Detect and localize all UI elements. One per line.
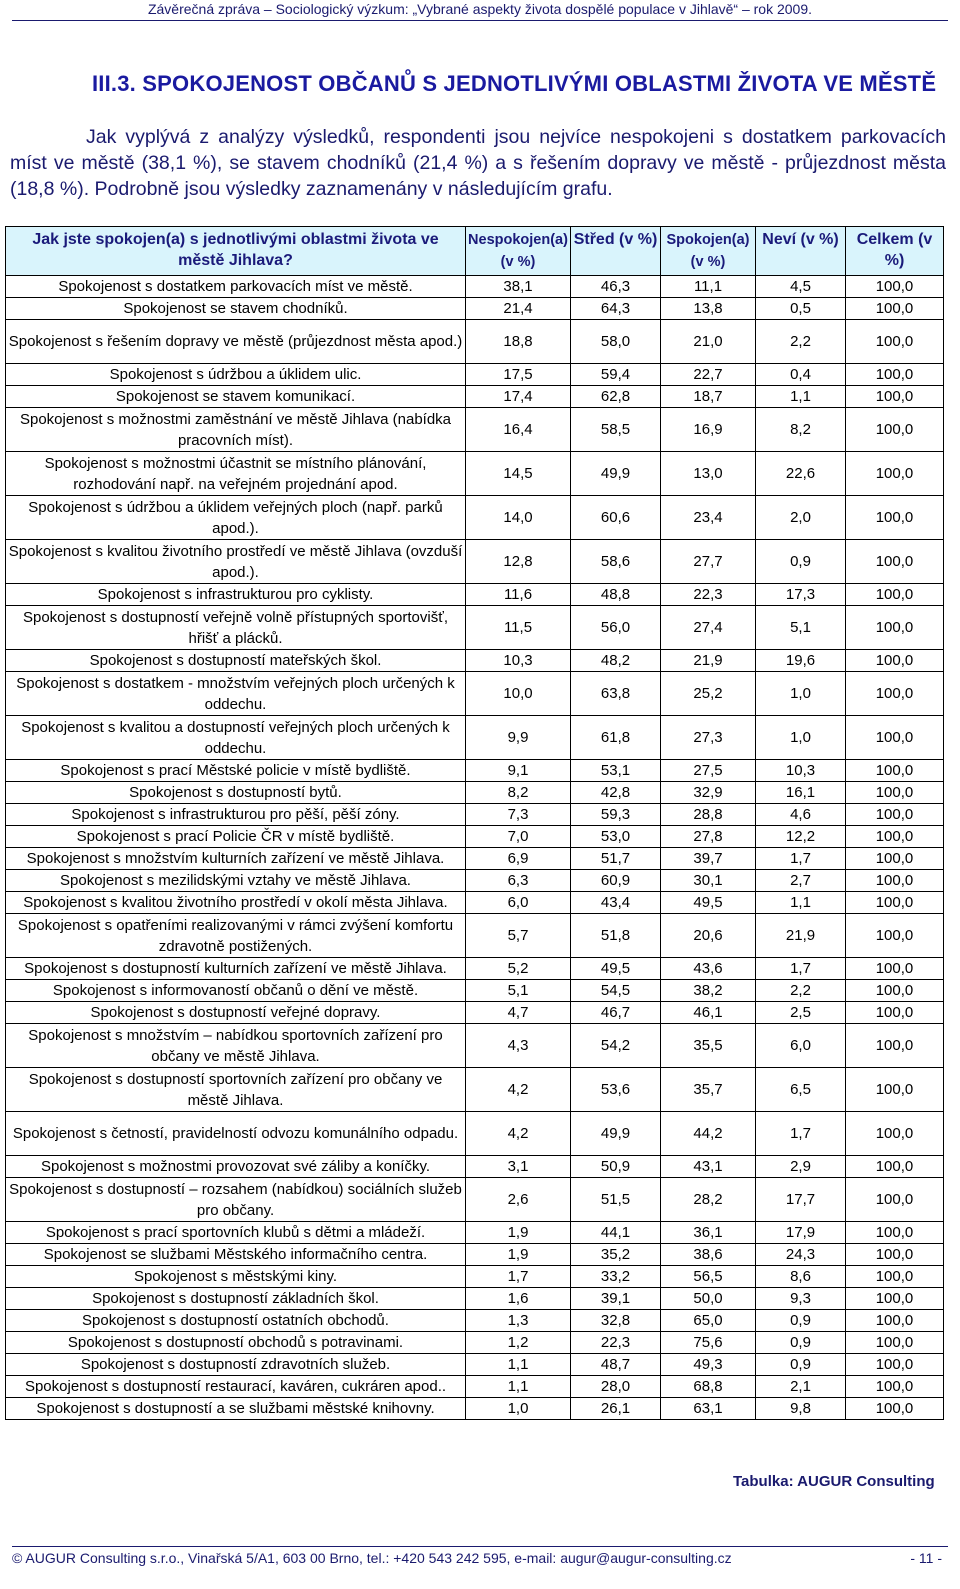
row-label: Spokojenost s četností, pravidelností odvozu komunálního odpadu. bbox=[6, 1112, 466, 1156]
dissatisfied-cell: 5,7 bbox=[466, 914, 571, 958]
total-cell: 100,0 bbox=[846, 606, 944, 650]
dissatisfied-cell: 18,8 bbox=[466, 320, 571, 364]
footer-contact: © AUGUR Consulting s.r.o., Vinařská 5/A1, 603 00 Brno, tel.: +420 543 242 595, e-mail: augur@augur-consulting.cz bbox=[12, 1550, 732, 1566]
row-label: Spokojenost s možnostmi účastnit se místního plánování, rozhodování např. na veřejném projednání apod. bbox=[6, 452, 466, 496]
table-row bbox=[6, 650, 944, 672]
middle-cell: 33,2 bbox=[571, 1266, 661, 1288]
dont-know-cell: 2,9 bbox=[756, 1156, 846, 1178]
total-cell: 100,0 bbox=[846, 1288, 944, 1310]
header-question: Jak jste spokojen(a) s jednotlivými oblastmi života ve městě Jihlava? bbox=[6, 227, 466, 276]
dont-know-cell: 8,6 bbox=[756, 1266, 846, 1288]
dissatisfied-cell: 7,0 bbox=[466, 826, 571, 848]
table-row bbox=[6, 826, 944, 848]
dont-know-cell: 16,1 bbox=[756, 782, 846, 804]
total-cell: 100,0 bbox=[846, 958, 944, 980]
middle-cell: 54,5 bbox=[571, 980, 661, 1002]
satisfaction-table bbox=[5, 226, 944, 1420]
row-label: Spokojenost s dostupností restaurací, kaváren, cukráren apod.. bbox=[6, 1376, 466, 1398]
row-label: Spokojenost se službami Městského informačního centra. bbox=[6, 1244, 466, 1266]
middle-cell: 58,0 bbox=[571, 320, 661, 364]
middle-cell: 53,0 bbox=[571, 826, 661, 848]
satisfied-cell: 63,1 bbox=[661, 1398, 756, 1420]
total-cell: 100,0 bbox=[846, 1398, 944, 1420]
satisfied-cell: 43,6 bbox=[661, 958, 756, 980]
dissatisfied-cell: 14,0 bbox=[466, 496, 571, 540]
total-cell: 100,0 bbox=[846, 1112, 944, 1156]
total-cell: 100,0 bbox=[846, 782, 944, 804]
middle-cell: 53,6 bbox=[571, 1068, 661, 1112]
table-row bbox=[6, 716, 944, 760]
middle-cell: 58,5 bbox=[571, 408, 661, 452]
table-row bbox=[6, 1354, 944, 1376]
total-cell: 100,0 bbox=[846, 408, 944, 452]
middle-cell: 46,7 bbox=[571, 1002, 661, 1024]
satisfied-cell: 65,0 bbox=[661, 1310, 756, 1332]
total-cell: 100,0 bbox=[846, 870, 944, 892]
dissatisfied-cell: 16,4 bbox=[466, 408, 571, 452]
dont-know-cell: 10,3 bbox=[756, 760, 846, 782]
satisfied-cell: 30,1 bbox=[661, 870, 756, 892]
middle-cell: 48,7 bbox=[571, 1354, 661, 1376]
dissatisfied-cell: 4,7 bbox=[466, 1002, 571, 1024]
total-cell: 100,0 bbox=[846, 1332, 944, 1354]
middle-cell: 22,3 bbox=[571, 1332, 661, 1354]
middle-cell: 51,7 bbox=[571, 848, 661, 870]
satisfied-cell: 13,0 bbox=[661, 452, 756, 496]
middle-cell: 39,1 bbox=[571, 1288, 661, 1310]
table-row bbox=[6, 320, 944, 364]
dissatisfied-cell: 4,2 bbox=[466, 1068, 571, 1112]
total-cell: 100,0 bbox=[846, 826, 944, 848]
table-row bbox=[6, 892, 944, 914]
dont-know-cell: 1,7 bbox=[756, 1112, 846, 1156]
row-label: Spokojenost s možnostmi provozovat své záliby a koníčky. bbox=[6, 1156, 466, 1178]
dissatisfied-cell: 9,9 bbox=[466, 716, 571, 760]
middle-cell: 54,2 bbox=[571, 1024, 661, 1068]
total-cell: 100,0 bbox=[846, 1266, 944, 1288]
dissatisfied-cell: 21,4 bbox=[466, 298, 571, 320]
dissatisfied-cell: 14,5 bbox=[466, 452, 571, 496]
dissatisfied-cell: 1,0 bbox=[466, 1398, 571, 1420]
table-row bbox=[6, 870, 944, 892]
dissatisfied-cell: 5,2 bbox=[466, 958, 571, 980]
total-cell: 100,0 bbox=[846, 364, 944, 386]
satisfied-cell: 68,8 bbox=[661, 1376, 756, 1398]
dont-know-cell: 1,1 bbox=[756, 892, 846, 914]
total-cell: 100,0 bbox=[846, 1222, 944, 1244]
dont-know-cell: 1,7 bbox=[756, 958, 846, 980]
row-label: Spokojenost se stavem komunikací. bbox=[6, 386, 466, 408]
row-label: Spokojenost s informovaností občanů o dění ve městě. bbox=[6, 980, 466, 1002]
dont-know-cell: 2,1 bbox=[756, 1376, 846, 1398]
table-row bbox=[6, 760, 944, 782]
satisfied-cell: 16,9 bbox=[661, 408, 756, 452]
row-label: Spokojenost s opatřeními realizovanými v rámci zvýšení komfortu zdravotně postižených. bbox=[6, 914, 466, 958]
dont-know-cell: 8,2 bbox=[756, 408, 846, 452]
dissatisfied-cell: 1,6 bbox=[466, 1288, 571, 1310]
satisfied-cell: 22,7 bbox=[661, 364, 756, 386]
dont-know-cell: 2,2 bbox=[756, 980, 846, 1002]
middle-cell: 51,5 bbox=[571, 1178, 661, 1222]
row-label: Spokojenost s množstvím kulturních zařízení ve městě Jihlava. bbox=[6, 848, 466, 870]
page-number: - 11 - bbox=[910, 1550, 942, 1566]
middle-cell: 64,3 bbox=[571, 298, 661, 320]
page-header: Závěrečná zpráva – Sociologický výzkum: „Vybrané aspekty života dospělé populace v Jihlavě“ – rok 2009. bbox=[147, 1, 813, 17]
dont-know-cell: 17,3 bbox=[756, 584, 846, 606]
satisfied-cell: 35,7 bbox=[661, 1068, 756, 1112]
satisfied-cell: 75,6 bbox=[661, 1332, 756, 1354]
row-label: Spokojenost s dostupností mateřských škol. bbox=[6, 650, 466, 672]
footer-divider bbox=[12, 1546, 948, 1547]
dissatisfied-cell: 1,3 bbox=[466, 1310, 571, 1332]
satisfied-cell: 27,8 bbox=[661, 826, 756, 848]
satisfied-cell: 38,6 bbox=[661, 1244, 756, 1266]
row-label: Spokojenost s údržbou a úklidem veřejných ploch (např. parků apod.). bbox=[6, 496, 466, 540]
dont-know-cell: 0,9 bbox=[756, 1310, 846, 1332]
dissatisfied-cell: 4,2 bbox=[466, 1112, 571, 1156]
middle-cell: 44,1 bbox=[571, 1222, 661, 1244]
row-label: Spokojenost s mezilidskými vztahy ve městě Jihlava. bbox=[6, 870, 466, 892]
satisfied-cell: 27,5 bbox=[661, 760, 756, 782]
header-satisfied-label: Spokojen(a) (v %) bbox=[666, 232, 750, 270]
dont-know-cell: 1,7 bbox=[756, 848, 846, 870]
middle-cell: 63,8 bbox=[571, 672, 661, 716]
header-dont-know: Neví (v %) bbox=[756, 227, 846, 276]
satisfied-cell: 38,2 bbox=[661, 980, 756, 1002]
row-label: Spokojenost s dostupností základních škol. bbox=[6, 1288, 466, 1310]
dissatisfied-cell: 17,4 bbox=[466, 386, 571, 408]
total-cell: 100,0 bbox=[846, 540, 944, 584]
row-label: Spokojenost s dostupností – rozsahem (nabídkou) sociálních služeb pro občany. bbox=[6, 1178, 466, 1222]
table-row bbox=[6, 1398, 944, 1420]
satisfied-cell: 27,3 bbox=[661, 716, 756, 760]
dissatisfied-cell: 1,7 bbox=[466, 1266, 571, 1288]
row-label: Spokojenost s dostupností ostatních obchodů. bbox=[6, 1310, 466, 1332]
dont-know-cell: 0,5 bbox=[756, 298, 846, 320]
dissatisfied-cell: 3,1 bbox=[466, 1156, 571, 1178]
dissatisfied-cell: 2,6 bbox=[466, 1178, 571, 1222]
table-row bbox=[6, 782, 944, 804]
row-label: Spokojenost s dostupností a se službami městské knihovny. bbox=[6, 1398, 466, 1420]
dont-know-cell: 9,8 bbox=[756, 1398, 846, 1420]
dissatisfied-cell: 1,9 bbox=[466, 1222, 571, 1244]
middle-cell: 35,2 bbox=[571, 1244, 661, 1266]
table-row bbox=[6, 452, 944, 496]
table-row bbox=[6, 1178, 944, 1222]
middle-cell: 60,6 bbox=[571, 496, 661, 540]
dont-know-cell: 2,0 bbox=[756, 496, 846, 540]
row-label: Spokojenost s množstvím – nabídkou sportovních zařízení pro občany ve městě Jihlava. bbox=[6, 1024, 466, 1068]
satisfied-cell: 36,1 bbox=[661, 1222, 756, 1244]
table-source: Tabulka: AUGUR Consulting bbox=[733, 1473, 935, 1490]
dont-know-cell: 0,4 bbox=[756, 364, 846, 386]
row-label: Spokojenost s kvalitou a dostupností veřejných ploch určených k oddechu. bbox=[6, 716, 466, 760]
table-row bbox=[6, 496, 944, 540]
middle-cell: 59,3 bbox=[571, 804, 661, 826]
total-cell: 100,0 bbox=[846, 1310, 944, 1332]
satisfied-cell: 39,7 bbox=[661, 848, 756, 870]
table-row bbox=[6, 1002, 944, 1024]
table-row bbox=[6, 584, 944, 606]
table-row bbox=[6, 958, 944, 980]
dont-know-cell: 9,3 bbox=[756, 1288, 846, 1310]
dissatisfied-cell: 6,0 bbox=[466, 892, 571, 914]
section-title: III.3. SPOKOJENOST OBČANŮ S JEDNOTLIVÝMI OBLASTMI ŽIVOTA VE MĚSTĚ bbox=[92, 71, 937, 96]
row-label: Spokojenost s dostupností sportovních zařízení pro občany ve městě Jihlava. bbox=[6, 1068, 466, 1112]
dissatisfied-cell: 11,5 bbox=[466, 606, 571, 650]
satisfied-cell: 28,8 bbox=[661, 804, 756, 826]
dissatisfied-cell: 6,3 bbox=[466, 870, 571, 892]
total-cell: 100,0 bbox=[846, 1156, 944, 1178]
middle-cell: 43,4 bbox=[571, 892, 661, 914]
total-cell: 100,0 bbox=[846, 320, 944, 364]
total-cell: 100,0 bbox=[846, 1244, 944, 1266]
table-row bbox=[6, 1222, 944, 1244]
row-label: Spokojenost s prací Policie ČR v místě bydliště. bbox=[6, 826, 466, 848]
table-row bbox=[6, 408, 944, 452]
dont-know-cell: 2,2 bbox=[756, 320, 846, 364]
dont-know-cell: 19,6 bbox=[756, 650, 846, 672]
row-label: Spokojenost s městskými kiny. bbox=[6, 1266, 466, 1288]
header-dissatisfied bbox=[466, 227, 571, 276]
dont-know-cell: 22,6 bbox=[756, 452, 846, 496]
satisfied-cell: 27,7 bbox=[661, 540, 756, 584]
middle-cell: 59,4 bbox=[571, 364, 661, 386]
middle-cell: 28,0 bbox=[571, 1376, 661, 1398]
dissatisfied-cell: 1,1 bbox=[466, 1354, 571, 1376]
dont-know-cell: 21,9 bbox=[756, 914, 846, 958]
table-row bbox=[6, 364, 944, 386]
satisfied-cell: 20,6 bbox=[661, 914, 756, 958]
middle-cell: 62,8 bbox=[571, 386, 661, 408]
middle-cell: 46,3 bbox=[571, 276, 661, 298]
satisfied-cell: 35,5 bbox=[661, 1024, 756, 1068]
table-row bbox=[6, 1310, 944, 1332]
row-label: Spokojenost s prací Městské policie v místě bydliště. bbox=[6, 760, 466, 782]
row-label: Spokojenost s dostupností veřejné dopravy. bbox=[6, 1002, 466, 1024]
dissatisfied-cell: 10,0 bbox=[466, 672, 571, 716]
table-row bbox=[6, 540, 944, 584]
header-divider bbox=[12, 20, 948, 21]
row-label: Spokojenost s kvalitou životního prostředí ve městě Jihlava (ovzduší apod.). bbox=[6, 540, 466, 584]
table-row bbox=[6, 848, 944, 870]
row-label: Spokojenost s dostupností bytů. bbox=[6, 782, 466, 804]
table-row bbox=[6, 606, 944, 650]
middle-cell: 32,8 bbox=[571, 1310, 661, 1332]
dissatisfied-cell: 8,2 bbox=[466, 782, 571, 804]
table-row bbox=[6, 980, 944, 1002]
header-dissatisfied-label: Nespokojen(a) (v %) bbox=[468, 232, 568, 270]
dissatisfied-cell: 1,9 bbox=[466, 1244, 571, 1266]
row-label: Spokojenost s dostatkem - množstvím veřejných ploch určených k oddechu. bbox=[6, 672, 466, 716]
middle-cell: 53,1 bbox=[571, 760, 661, 782]
total-cell: 100,0 bbox=[846, 760, 944, 782]
row-label: Spokojenost s dostupností kulturních zařízení ve městě Jihlava. bbox=[6, 958, 466, 980]
middle-cell: 48,8 bbox=[571, 584, 661, 606]
table-row bbox=[6, 386, 944, 408]
middle-cell: 49,9 bbox=[571, 1112, 661, 1156]
total-cell: 100,0 bbox=[846, 980, 944, 1002]
dont-know-cell: 4,6 bbox=[756, 804, 846, 826]
satisfied-cell: 27,4 bbox=[661, 606, 756, 650]
row-label: Spokojenost s prací sportovních klubů s dětmi a mládeží. bbox=[6, 1222, 466, 1244]
dissatisfied-cell: 38,1 bbox=[466, 276, 571, 298]
dont-know-cell: 12,2 bbox=[756, 826, 846, 848]
dont-know-cell: 1,0 bbox=[756, 672, 846, 716]
dont-know-cell: 1,1 bbox=[756, 386, 846, 408]
table-row bbox=[6, 1288, 944, 1310]
satisfied-cell: 23,4 bbox=[661, 496, 756, 540]
dissatisfied-cell: 1,1 bbox=[466, 1376, 571, 1398]
middle-cell: 56,0 bbox=[571, 606, 661, 650]
dont-know-cell: 0,9 bbox=[756, 1332, 846, 1354]
table-row bbox=[6, 1024, 944, 1068]
dont-know-cell: 24,3 bbox=[756, 1244, 846, 1266]
dissatisfied-cell: 17,5 bbox=[466, 364, 571, 386]
dont-know-cell: 0,9 bbox=[756, 540, 846, 584]
total-cell: 100,0 bbox=[846, 650, 944, 672]
satisfied-cell: 22,3 bbox=[661, 584, 756, 606]
total-cell: 100,0 bbox=[846, 276, 944, 298]
table-row bbox=[6, 1112, 944, 1156]
total-cell: 100,0 bbox=[846, 1024, 944, 1068]
total-cell: 100,0 bbox=[846, 848, 944, 870]
header-satisfied bbox=[661, 227, 756, 276]
row-label: Spokojenost s dostupností zdravotních služeb. bbox=[6, 1354, 466, 1376]
middle-cell: 60,9 bbox=[571, 870, 661, 892]
total-cell: 100,0 bbox=[846, 716, 944, 760]
row-label: Spokojenost s řešením dopravy ve městě (průjezdnost města apod.) bbox=[6, 320, 466, 364]
dissatisfied-cell: 4,3 bbox=[466, 1024, 571, 1068]
satisfied-cell: 21,0 bbox=[661, 320, 756, 364]
row-label: Spokojenost s údržbou a úklidem ulic. bbox=[6, 364, 466, 386]
table-row bbox=[6, 804, 944, 826]
satisfied-cell: 50,0 bbox=[661, 1288, 756, 1310]
intro-paragraph: Jak vyplývá z analýzy výsledků, respondenti jsou nejvíce nespokojeni s dostatkem parkovacích míst ve městě (38,1 %), se stavem chodníků (21,4 %) a s řešením dopravy ve městě - průjezdnost města (18,8 %). Podrobně jsou výsledky zaznamenány v následujícím grafu. bbox=[10, 126, 946, 200]
middle-cell: 42,8 bbox=[571, 782, 661, 804]
satisfied-cell: 13,8 bbox=[661, 298, 756, 320]
satisfied-cell: 49,3 bbox=[661, 1354, 756, 1376]
middle-cell: 49,5 bbox=[571, 958, 661, 980]
middle-cell: 51,8 bbox=[571, 914, 661, 958]
table-row bbox=[6, 1244, 944, 1266]
dont-know-cell: 17,9 bbox=[756, 1222, 846, 1244]
row-label: Spokojenost s dostupností veřejně volně přístupných sportovišť, hřišť a plácků. bbox=[6, 606, 466, 650]
header-middle: Střed (v %) bbox=[571, 227, 661, 276]
total-cell: 100,0 bbox=[846, 496, 944, 540]
dissatisfied-cell: 1,2 bbox=[466, 1332, 571, 1354]
table-body bbox=[6, 276, 944, 1420]
satisfied-cell: 56,5 bbox=[661, 1266, 756, 1288]
table-row bbox=[6, 276, 944, 298]
dont-know-cell: 2,5 bbox=[756, 1002, 846, 1024]
row-label: Spokojenost s infrastrukturou pro cyklisty. bbox=[6, 584, 466, 606]
row-label: Spokojenost s infrastrukturou pro pěší, pěší zóny. bbox=[6, 804, 466, 826]
satisfied-cell: 32,9 bbox=[661, 782, 756, 804]
satisfied-cell: 11,1 bbox=[661, 276, 756, 298]
dont-know-cell: 17,7 bbox=[756, 1178, 846, 1222]
dont-know-cell: 6,5 bbox=[756, 1068, 846, 1112]
total-cell: 100,0 bbox=[846, 386, 944, 408]
dissatisfied-cell: 10,3 bbox=[466, 650, 571, 672]
dissatisfied-cell: 6,9 bbox=[466, 848, 571, 870]
satisfied-cell: 44,2 bbox=[661, 1112, 756, 1156]
satisfied-cell: 28,2 bbox=[661, 1178, 756, 1222]
row-label: Spokojenost s dostupností obchodů s potravinami. bbox=[6, 1332, 466, 1354]
total-cell: 100,0 bbox=[846, 1178, 944, 1222]
table-row bbox=[6, 1068, 944, 1112]
dont-know-cell: 1,0 bbox=[756, 716, 846, 760]
total-cell: 100,0 bbox=[846, 914, 944, 958]
dissatisfied-cell: 5,1 bbox=[466, 980, 571, 1002]
dont-know-cell: 6,0 bbox=[756, 1024, 846, 1068]
table-row bbox=[6, 672, 944, 716]
row-label: Spokojenost s dostatkem parkovacích míst ve městě. bbox=[6, 276, 466, 298]
table-row bbox=[6, 1266, 944, 1288]
total-cell: 100,0 bbox=[846, 298, 944, 320]
row-label: Spokojenost s možnostmi zaměstnání ve městě Jihlava (nabídka pracovních míst). bbox=[6, 408, 466, 452]
dont-know-cell: 2,7 bbox=[756, 870, 846, 892]
dont-know-cell: 5,1 bbox=[756, 606, 846, 650]
total-cell: 100,0 bbox=[846, 892, 944, 914]
satisfied-cell: 49,5 bbox=[661, 892, 756, 914]
table-row bbox=[6, 914, 944, 958]
total-cell: 100,0 bbox=[846, 452, 944, 496]
row-label: Spokojenost s kvalitou životního prostředí v okolí města Jihlava. bbox=[6, 892, 466, 914]
satisfied-cell: 21,9 bbox=[661, 650, 756, 672]
header-total: Celkem (v %) bbox=[846, 227, 944, 276]
table-row bbox=[6, 298, 944, 320]
middle-cell: 58,6 bbox=[571, 540, 661, 584]
table-row bbox=[6, 1332, 944, 1354]
table-header-row bbox=[6, 227, 944, 276]
dissatisfied-cell: 12,8 bbox=[466, 540, 571, 584]
middle-cell: 48,2 bbox=[571, 650, 661, 672]
dissatisfied-cell: 9,1 bbox=[466, 760, 571, 782]
middle-cell: 50,9 bbox=[571, 1156, 661, 1178]
middle-cell: 61,8 bbox=[571, 716, 661, 760]
satisfied-cell: 43,1 bbox=[661, 1156, 756, 1178]
total-cell: 100,0 bbox=[846, 804, 944, 826]
row-label: Spokojenost se stavem chodníků. bbox=[6, 298, 466, 320]
table-row bbox=[6, 1376, 944, 1398]
satisfied-cell: 46,1 bbox=[661, 1002, 756, 1024]
middle-cell: 49,9 bbox=[571, 452, 661, 496]
total-cell: 100,0 bbox=[846, 1068, 944, 1112]
total-cell: 100,0 bbox=[846, 1376, 944, 1398]
dont-know-cell: 4,5 bbox=[756, 276, 846, 298]
total-cell: 100,0 bbox=[846, 584, 944, 606]
middle-cell: 26,1 bbox=[571, 1398, 661, 1420]
satisfied-cell: 18,7 bbox=[661, 386, 756, 408]
total-cell: 100,0 bbox=[846, 1002, 944, 1024]
dissatisfied-cell: 7,3 bbox=[466, 804, 571, 826]
satisfied-cell: 25,2 bbox=[661, 672, 756, 716]
dissatisfied-cell: 11,6 bbox=[466, 584, 571, 606]
table-row bbox=[6, 1156, 944, 1178]
total-cell: 100,0 bbox=[846, 672, 944, 716]
total-cell: 100,0 bbox=[846, 1354, 944, 1376]
dont-know-cell: 0,9 bbox=[756, 1354, 846, 1376]
